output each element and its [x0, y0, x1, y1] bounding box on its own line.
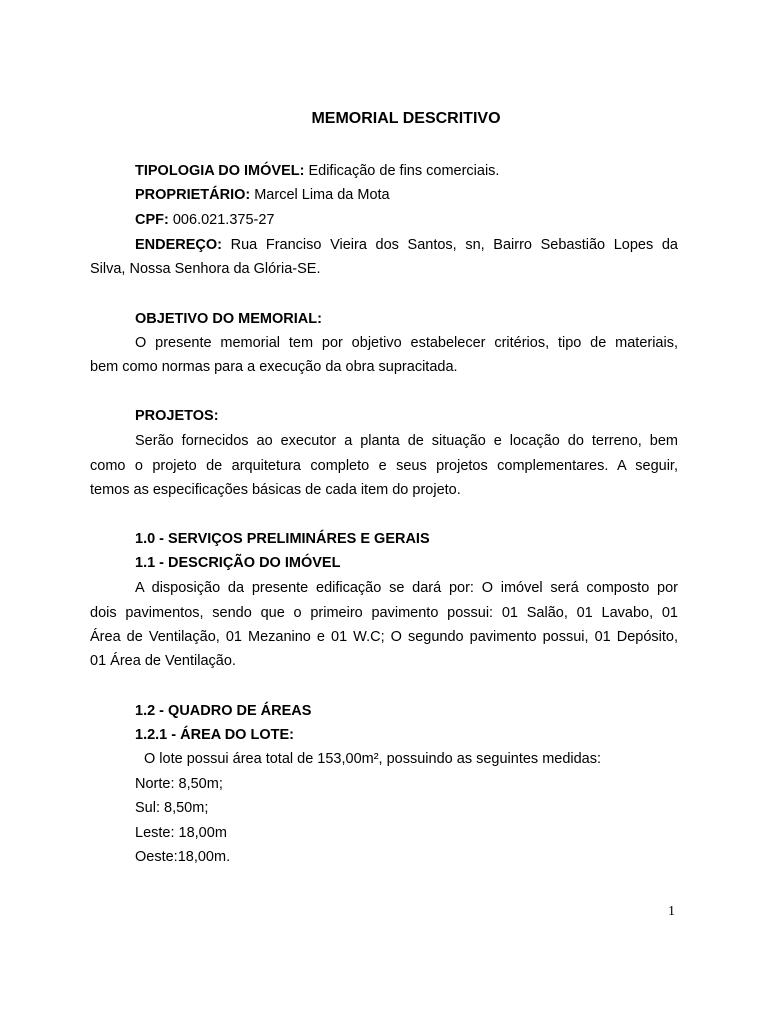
endereco-label: ENDEREÇO: — [135, 237, 223, 253]
projetos-line-2: como o projeto de arquitetura completo e seus projetos complementares. A seguir, — [90, 458, 678, 474]
servicos-heading: 1.0 - SERVIÇOS PRELIMINÁRES E GERAIS — [135, 531, 430, 547]
medida-norte: Norte: 8,50m; — [135, 776, 223, 792]
tipologia-label: TIPOLOGIA DO IMÓVEL: — [135, 163, 305, 179]
endereco-value-1: Rua Franciso Vieira dos Santos, sn, Bairro Sebastião Lopes da — [222, 237, 678, 253]
cpf-line — [135, 210, 678, 230]
objetivo-heading: OBJETIVO DO MEMORIAL: — [135, 311, 322, 327]
medida-sul: Sul: 8,50m; — [135, 800, 209, 816]
tipologia-value: Edificação de fins comerciais. — [304, 163, 500, 179]
descricao-line-4: 01 Área de Ventilação. — [90, 653, 236, 669]
objetivo-line-2: bem como normas para a execução da obra supracitada. — [90, 359, 458, 375]
objetivo-line-1: O presente memorial tem por objetivo estabelecer critérios, tipo de materiais, — [135, 335, 678, 351]
cpf-value: 006.021.375-27 — [168, 212, 275, 228]
descricao-line-2: dois pavimentos, sendo que o primeiro pavimento possui: 01 Salão, 01 Lavabo, 01 — [90, 605, 678, 621]
endereco-line-2: Silva, Nossa Senhora da Glória-SE. — [90, 261, 321, 277]
cpf-label: CPF: — [135, 212, 169, 228]
proprietario-line — [135, 185, 678, 205]
document-title: MEMORIAL DESCRITIVO — [311, 110, 501, 127]
area-lote-intro: O lote possui área total de 153,00m², possuindo as seguintes medidas: — [144, 751, 602, 767]
tipologia-line — [135, 161, 678, 181]
page-number: 1 — [668, 904, 675, 919]
area-lote-subheading: 1.2.1 - ÁREA DO LOTE: — [135, 727, 294, 743]
endereco-line-1 — [135, 235, 678, 255]
projetos-line-3: temos as especificações básicas de cada item do projeto. — [90, 482, 461, 498]
projetos-line-1: Serão fornecidos ao executor a planta de situação e locação do terreno, bem — [135, 433, 678, 449]
proprietario-value: Marcel Lima da Mota — [250, 187, 390, 203]
areas-heading: 1.2 - QUADRO DE ÁREAS — [135, 703, 312, 719]
projetos-heading: PROJETOS: — [135, 408, 219, 424]
medida-oeste: Oeste:18,00m. — [135, 849, 231, 865]
descricao-line-1: A disposição da presente edificação se dará por: O imóvel será composto por — [135, 580, 678, 596]
proprietario-label: PROPRIETÁRIO: — [135, 187, 251, 203]
medida-leste: Leste: 18,00m — [135, 825, 227, 841]
descricao-subheading: 1.1 - DESCRIÇÃO DO IMÓVEL — [135, 555, 341, 571]
descricao-line-3: Área de Ventilação, 01 Mezanino e 01 W.C; O segundo pavimento possui, 01 Depósito, — [90, 629, 678, 645]
